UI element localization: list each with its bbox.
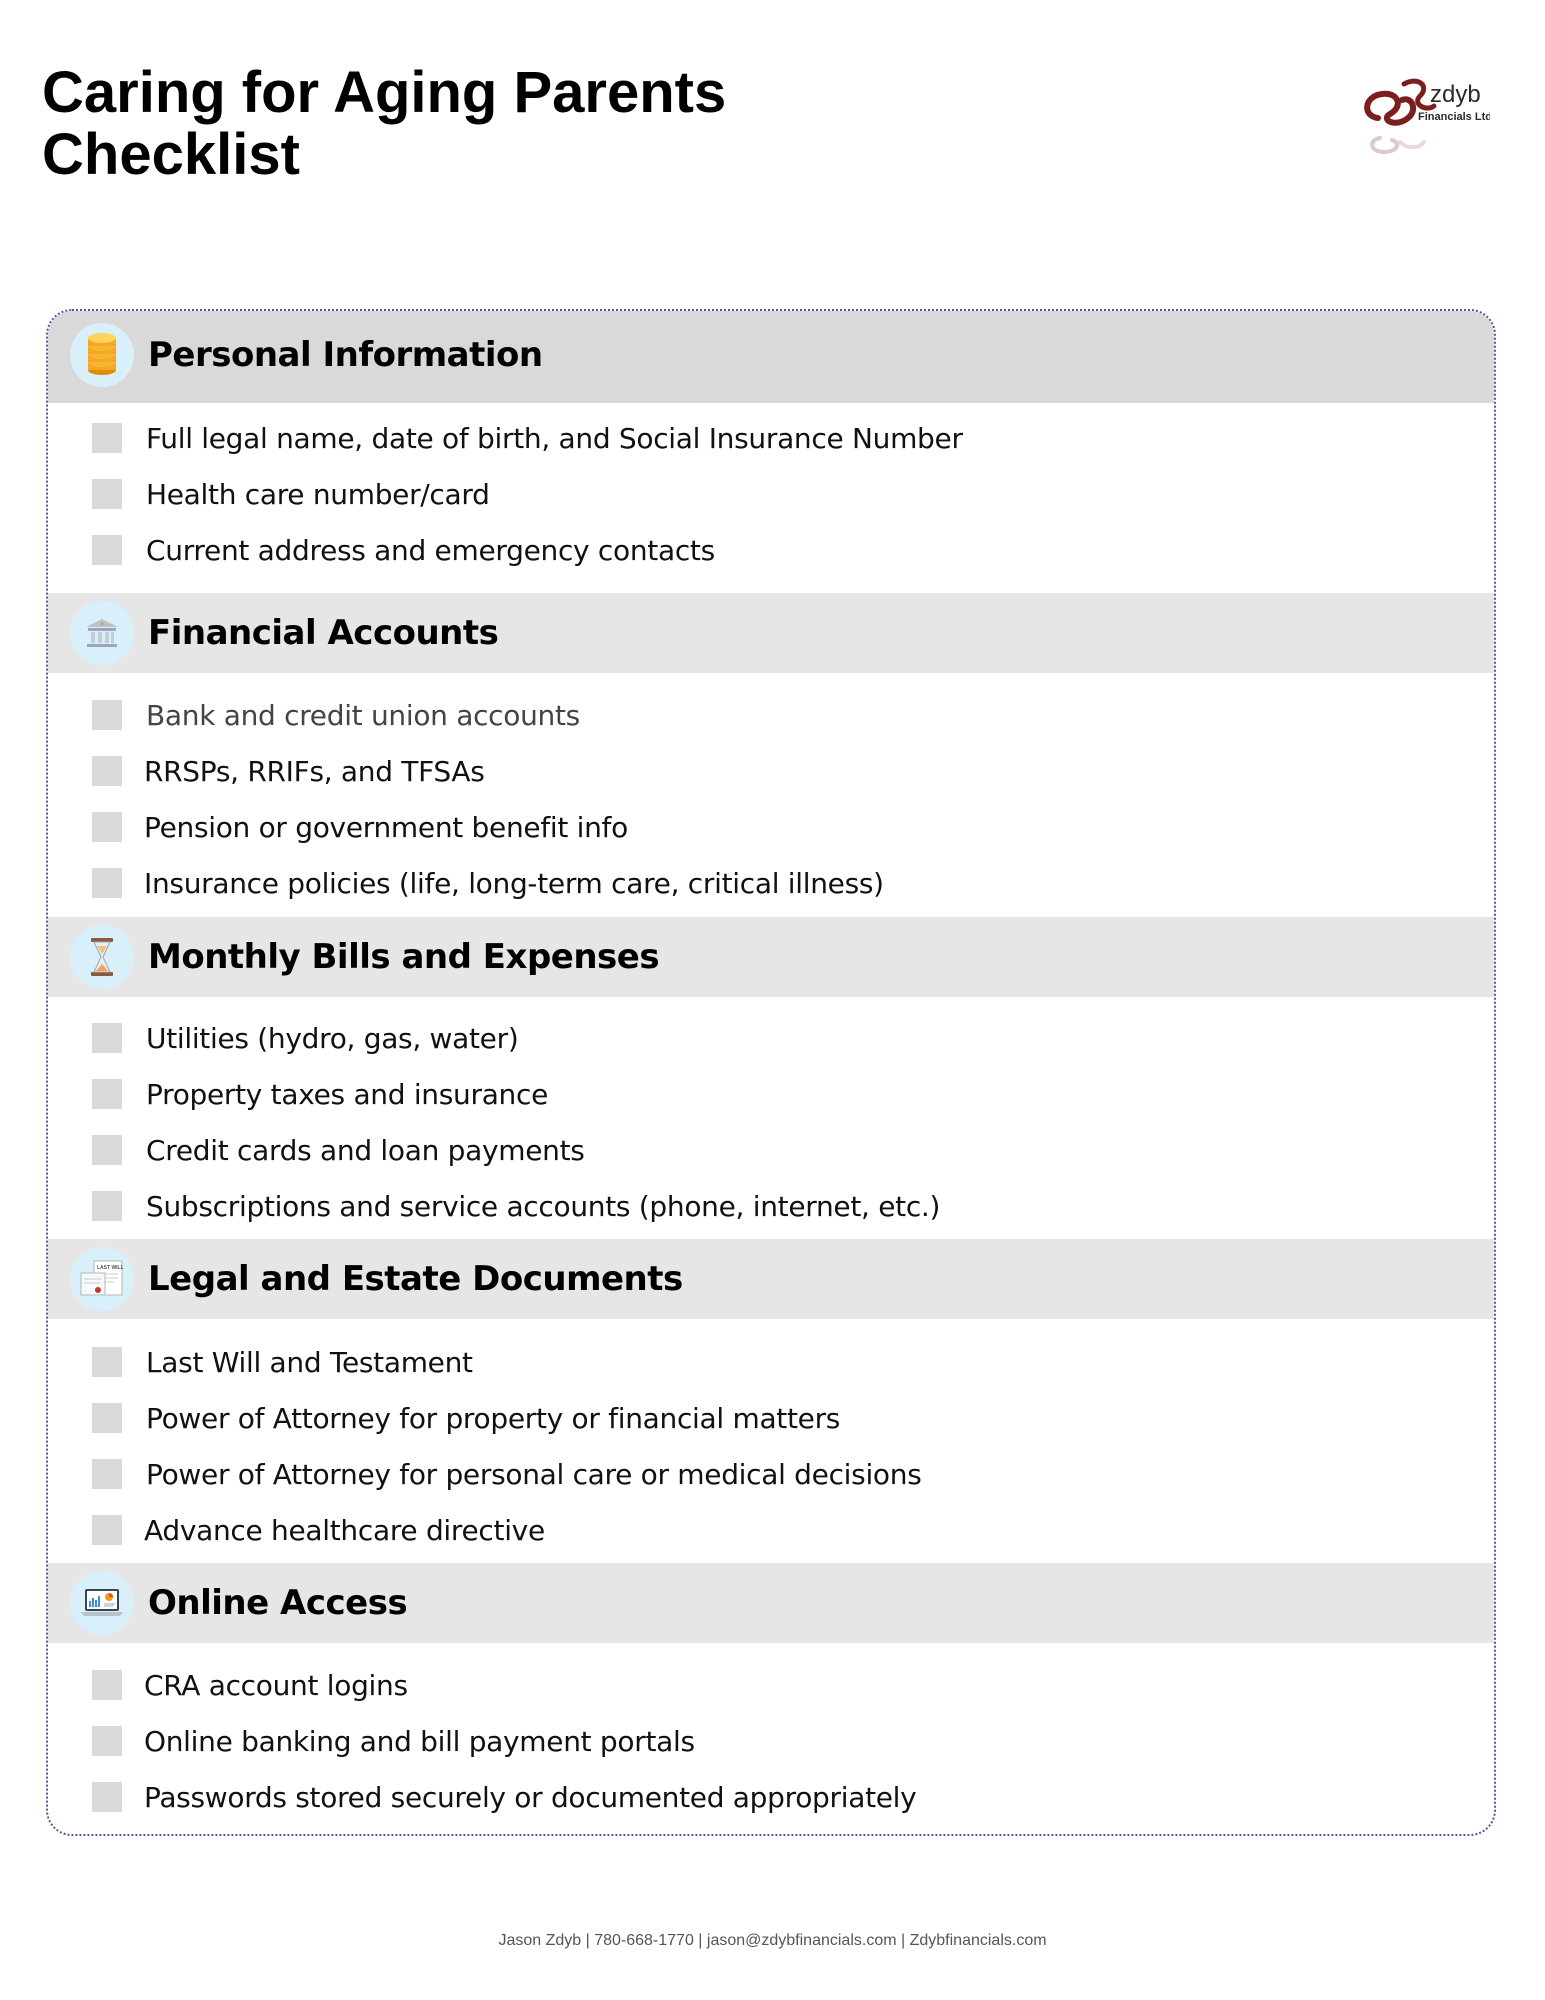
checklist-item-label: Bank and credit union accounts <box>146 698 580 732</box>
checklist-item[interactable] <box>92 1721 695 1761</box>
checkbox[interactable] <box>92 423 122 453</box>
checkbox[interactable] <box>92 700 122 730</box>
checklist-item-label: Full legal name, date of birth, and Social Insurance Number <box>146 421 963 455</box>
checkbox[interactable] <box>92 1135 122 1165</box>
checklist-item-label: Credit cards and loan payments <box>146 1133 585 1167</box>
checklist-item[interactable] <box>92 807 628 847</box>
checkbox[interactable] <box>92 1191 122 1221</box>
checklist-item[interactable] <box>92 530 715 570</box>
section-header-personal-information <box>48 311 1494 403</box>
checkbox[interactable] <box>92 1459 122 1489</box>
section-header-monthly-bills <box>48 917 1494 997</box>
checklist-item[interactable] <box>92 1130 585 1170</box>
checklist-item-label: Current address and emergency contacts <box>146 533 715 567</box>
checklist-item-label: Pension or government benefit info <box>144 810 628 844</box>
checkbox[interactable] <box>92 479 122 509</box>
checklist-item[interactable] <box>92 474 490 514</box>
checklist-item[interactable] <box>92 751 485 791</box>
section-title: Personal Information <box>148 335 543 375</box>
checklist-item[interactable] <box>92 695 580 735</box>
checklist-item[interactable] <box>92 1186 940 1226</box>
checklist-item[interactable] <box>92 863 884 903</box>
checklist-item[interactable] <box>92 1454 922 1494</box>
checklist-card <box>46 309 1496 1836</box>
section-header-legal-estate <box>48 1239 1494 1319</box>
checklist-item[interactable] <box>92 1777 916 1817</box>
coins-icon <box>70 323 134 387</box>
checklist-item-label: Last Will and Testament <box>146 1345 473 1379</box>
checklist-item-label: Passwords stored securely or documented appropriately <box>144 1780 917 1814</box>
checklist-item[interactable] <box>92 1398 840 1438</box>
checklist-item-label: Advance healthcare directive <box>144 1513 545 1547</box>
section-header-online-access <box>48 1563 1494 1643</box>
checklist-item[interactable] <box>92 1510 545 1550</box>
checklist-item-label: Insurance policies (life, long-term care, critical illness) <box>144 866 884 900</box>
logo-subtitle-text: Financials Ltd <box>1418 111 1490 123</box>
page-title-line-2: Checklist <box>42 122 300 187</box>
checkbox[interactable] <box>92 1403 122 1433</box>
checkbox[interactable] <box>92 756 122 786</box>
footer-contact: Jason Zdyb | 780-668-1770 | jason@zdybfinancials.com | Zdybfinancials.com <box>498 1932 1047 1949</box>
checklist-item[interactable] <box>92 1018 518 1058</box>
checklist-item[interactable] <box>92 1342 473 1382</box>
checkbox[interactable] <box>92 1023 122 1053</box>
checkbox[interactable] <box>92 1782 122 1812</box>
checklist-item-label: Online banking and bill payment portals <box>144 1724 695 1758</box>
checkbox[interactable] <box>92 812 122 842</box>
checklist-item-label: Utilities (hydro, gas, water) <box>146 1021 519 1055</box>
checklist-item-label: Power of Attorney for property or financial matters <box>146 1401 841 1435</box>
last-will-document-icon <box>70 1247 134 1311</box>
checklist-item[interactable] <box>92 1074 548 1114</box>
laptop-dashboard-icon <box>70 1571 134 1635</box>
section-header-financial-accounts <box>48 593 1494 673</box>
checklist-item-label: Subscriptions and service accounts (phone, internet, etc.) <box>146 1189 941 1223</box>
checkbox[interactable] <box>92 1347 122 1377</box>
section-title: Monthly Bills and Expenses <box>148 937 660 977</box>
checklist-item-label: Health care number/card <box>146 477 490 511</box>
checklist-item-label: Property taxes and insurance <box>146 1077 549 1111</box>
checklist-item-label: Power of Attorney for personal care or medical decisions <box>146 1457 922 1491</box>
company-logo <box>1360 66 1490 162</box>
bank-icon <box>70 601 134 665</box>
page-title <box>42 62 726 186</box>
checklist-item-label: CRA account logins <box>144 1668 408 1702</box>
checkbox[interactable] <box>92 535 122 565</box>
checklist-item[interactable] <box>92 1665 408 1705</box>
section-title: Financial Accounts <box>148 613 499 653</box>
last-will-icon-text: LAST WILL <box>97 1265 124 1271</box>
checklist-item-label: RRSPs, RRIFs, and TFSAs <box>144 754 485 788</box>
checkbox[interactable] <box>92 868 122 898</box>
checkbox[interactable] <box>92 1515 122 1545</box>
checkbox[interactable] <box>92 1079 122 1109</box>
checklist-item[interactable] <box>92 418 963 458</box>
logo-brand-text: zdyb <box>1430 81 1481 108</box>
section-title: Legal and Estate Documents <box>148 1259 683 1299</box>
checkbox[interactable] <box>92 1726 122 1756</box>
page-title-line-1: Caring for Aging Parents <box>42 60 727 125</box>
hourglass-icon <box>70 925 134 989</box>
section-title: Online Access <box>148 1583 408 1623</box>
checkbox[interactable] <box>92 1670 122 1700</box>
